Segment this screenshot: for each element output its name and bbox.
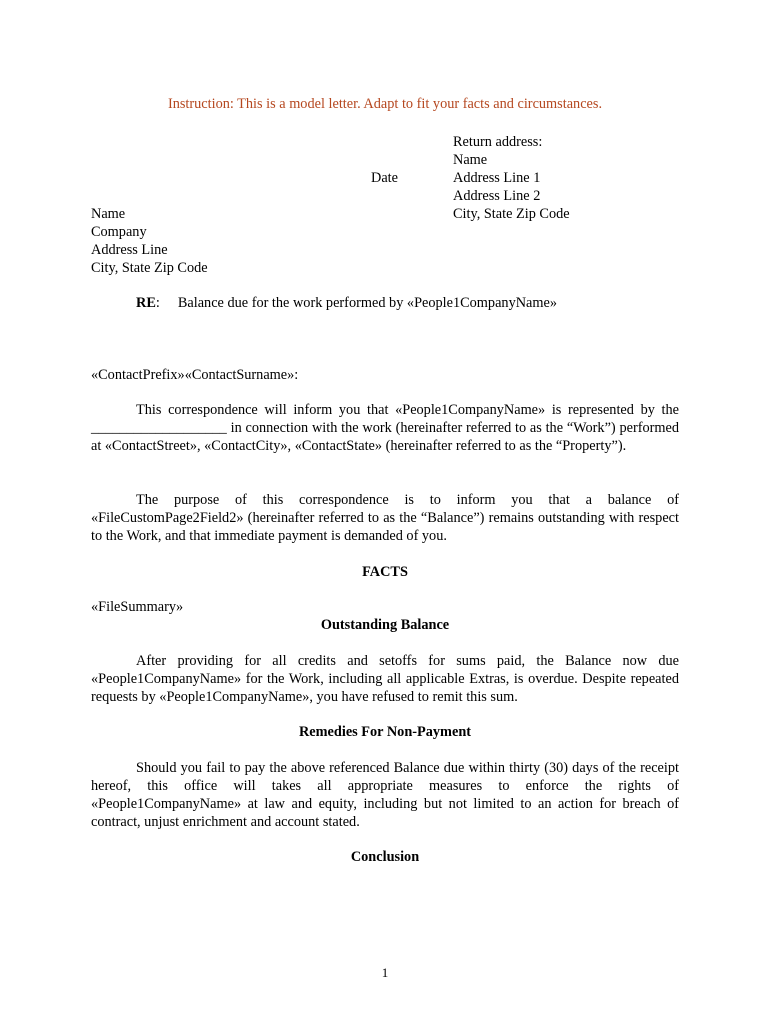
return-address-city-state-zip: City, State Zip Code [453, 206, 570, 222]
paragraph-remedies-text: Should you fail to pay the above referenced Balance due within thirty (30) days of the receipt hereof, this office will takes all appropriate measures to enforce the rights of «People1CompanyName» at law and equity, including but not limited to an action for breach of contract, unjust enrichment and account stated. [91, 760, 679, 830]
paragraph-representation [91, 401, 679, 455]
re-colon: : [155, 295, 160, 311]
paragraph-representation-text: This correspondence will inform you that «People1CompanyName» is represented by the ___________________ in connection with the work (hereinafter referred to as the “Work”) performed at «ContactStreet», «ContactCity», «ContactState» (hereinafter referred to as the “Property”). [91, 402, 679, 454]
recipient-city-state-zip: City, State Zip Code [91, 260, 208, 276]
paragraph-outstanding-balance [91, 652, 679, 706]
return-address-label: Return address: [453, 134, 543, 150]
paragraph-outstanding-balance-text: After providing for all credits and setoffs for sums paid, the Balance now due «People1CompanyName» for the Work, including all applicable Extras, is overdue. Despite repeated requests by «People1CompanyName», you have refused to remit this sum. [91, 653, 679, 705]
re-text: Balance due for the work performed by «People1CompanyName» [177, 295, 558, 311]
return-address-name: Name [453, 152, 488, 168]
recipient-address: Address Line [91, 242, 168, 258]
heading-outstanding-balance: Outstanding Balance [320, 617, 450, 633]
heading-remedies: Remedies For Non-Payment [298, 724, 472, 740]
file-summary: «FileSummary» [91, 599, 184, 615]
heading-conclusion: Conclusion [350, 849, 420, 865]
heading-facts: FACTS [362, 564, 408, 580]
paragraph-remedies [91, 759, 679, 831]
page-number: 1 [381, 965, 389, 980]
return-address-line2: Address Line 2 [453, 188, 541, 204]
recipient-address-block [91, 205, 208, 277]
date-label: Date [371, 170, 398, 186]
recipient-company: Company [91, 224, 147, 240]
re-line [136, 294, 557, 312]
return-address-line1: Address Line 1 [453, 170, 541, 186]
re-label: RE [136, 295, 156, 311]
paragraph-purpose [91, 491, 679, 545]
recipient-name: Name [91, 206, 126, 222]
salutation: «ContactPrefix»«ContactSurname»: [91, 367, 299, 383]
return-address-block [453, 133, 570, 223]
paragraph-purpose-text: The purpose of this correspondence is to inform you that a balance of «FileCustomPage2Field2» (hereinafter referred to as the “Balance”) remains outstanding with respect to the Work, and that immediate payment is demanded of you. [91, 492, 679, 544]
instruction-note: Instruction: This is a model letter. Adapt to fit your facts and circumstances. [167, 96, 603, 112]
